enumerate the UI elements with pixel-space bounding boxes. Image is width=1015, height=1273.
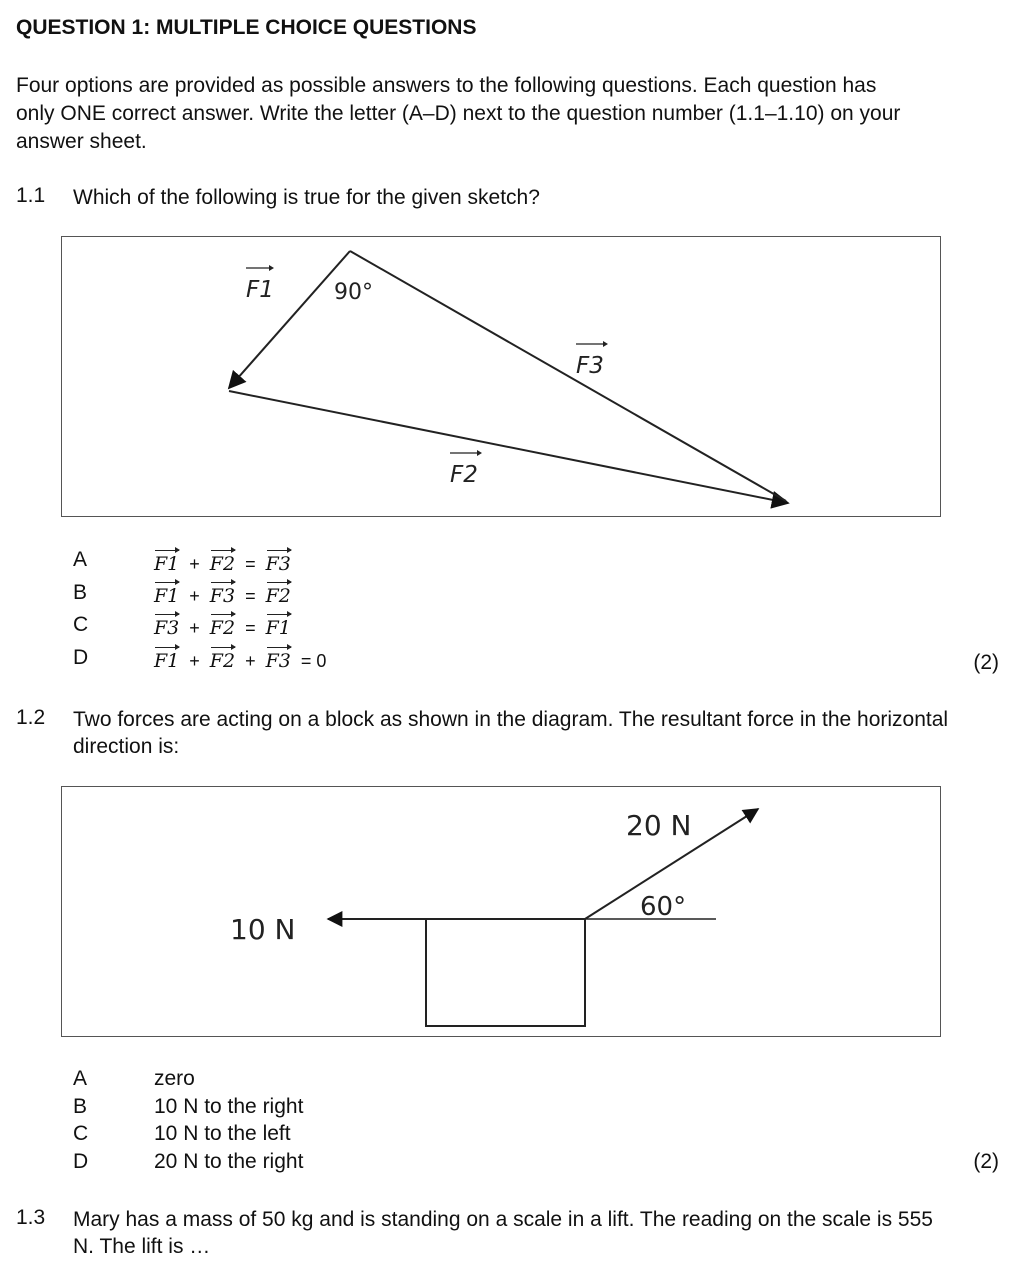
- option-letter-c: C: [73, 1122, 89, 1145]
- option-letter-b: B: [73, 581, 88, 604]
- f3-vector-line: [350, 251, 786, 501]
- f2-label: [450, 450, 482, 488]
- twenty-newton-label: 20 N: [626, 809, 692, 842]
- f3-label: [576, 341, 608, 379]
- marks-1-1: (2): [973, 651, 999, 674]
- question-text-1-1: Which of the following is true for the given sketch?: [73, 186, 540, 209]
- f2-vector-arrow: [229, 391, 788, 503]
- ten-newton-label: 10 N: [230, 913, 296, 946]
- instructions: Four options are provided as possible answers to the following questions. Each question has only ONE correct answer. Write the letter (A–D) next to the question number (1.1–1.10) on your answer sheet.: [16, 74, 901, 153]
- option-b-text: 10 N to the right: [154, 1095, 304, 1118]
- option-letter-d: D: [73, 646, 89, 669]
- question-number-1-2: 1.2: [16, 706, 46, 729]
- svg-text:F1: F1: [246, 277, 274, 303]
- f1-vector-arrow: [229, 251, 350, 388]
- sixty-degree-label: 60°: [640, 892, 687, 922]
- question-text-1-2: Two forces are acting on a block as shown in the diagram. The resultant force in the horizontal direction is:: [73, 708, 949, 758]
- block-forces-diagram: [61, 786, 941, 1037]
- f1-label: [246, 265, 274, 303]
- option-letter-a: A: [73, 548, 88, 571]
- option-letter-a: A: [73, 1067, 88, 1090]
- question-number-1-3: 1.3: [16, 1206, 46, 1229]
- marks-1-2: (2): [973, 1150, 999, 1173]
- section-title: QUESTION 1: MULTIPLE CHOICE QUESTIONS: [16, 16, 477, 39]
- vector-triangle-diagram: [61, 236, 941, 517]
- block-forces-svg: [62, 787, 940, 1036]
- option-b-equation: F1 + F3 = F2: [154, 581, 291, 607]
- question-number-1-1: 1.1: [16, 184, 46, 207]
- option-letter-d: D: [73, 1150, 89, 1173]
- right-angle-label: 90°: [334, 280, 373, 305]
- option-letter-b: B: [73, 1095, 88, 1118]
- option-d-equation: F1 + F2 + F3 = 0: [154, 646, 336, 672]
- svg-text:F2: F2: [450, 462, 478, 488]
- option-letter-c: C: [73, 613, 89, 636]
- block: [426, 919, 585, 1026]
- option-d-text: 20 N to the right: [154, 1150, 304, 1173]
- option-a-equation: F1 + F2 = F3: [154, 549, 291, 575]
- option-c-equation: F3 + F2 = F1: [154, 613, 291, 639]
- option-a-text: zero: [154, 1067, 195, 1090]
- vector-triangle-svg: [62, 237, 940, 516]
- option-c-text: 10 N to the left: [154, 1122, 291, 1145]
- svg-text:F3: F3: [576, 353, 604, 379]
- question-text-1-3: Mary has a mass of 50 kg and is standing on a scale in a lift. The reading on the scale is 555 N. The lift is …: [73, 1208, 933, 1258]
